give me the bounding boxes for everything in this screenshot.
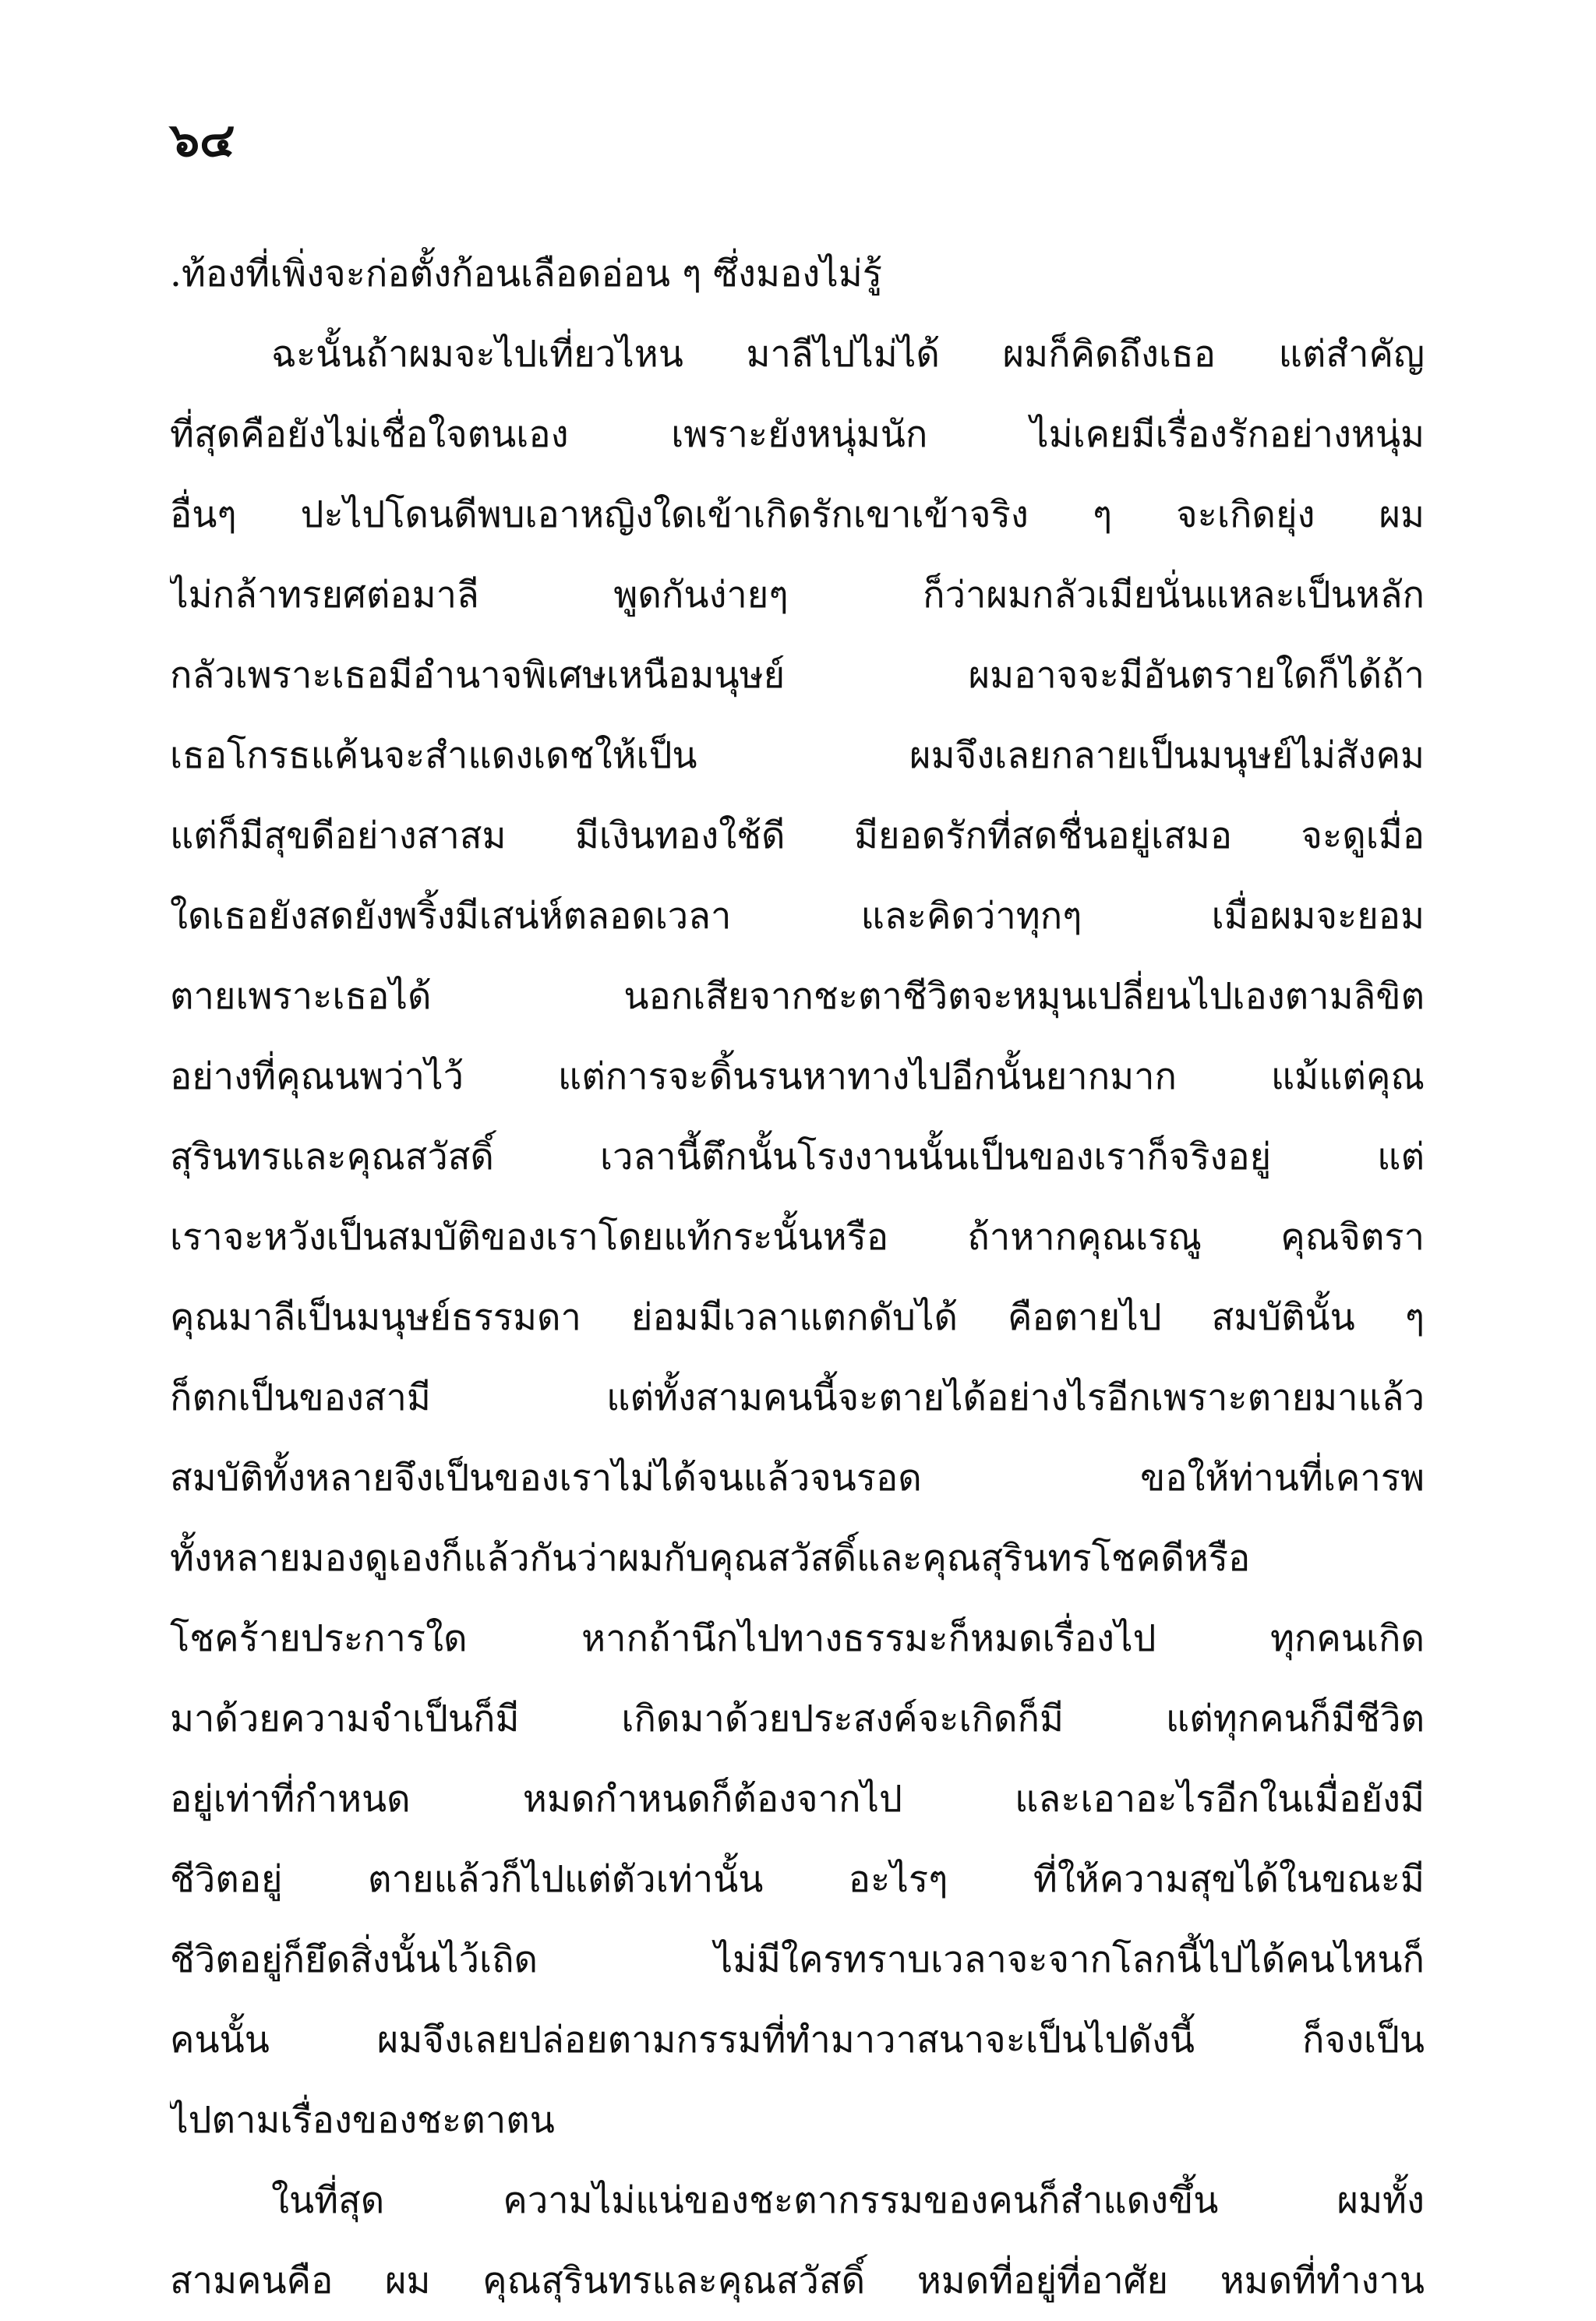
text-line: อื่นๆ ปะไปโดนดีพบเอาหญิงใดเข้าเกิดรักเขาเข้าจริง ๆ จะเกิดยุ่ง ผม — [170, 493, 1425, 536]
text-line: ชีวิตอยู่ก็ยึดสิ่งนั้นไว้เถิด ไม่มีใครทราบเวลาจะจากโลกนี้ไปได้คนไหนก็ — [170, 1938, 1425, 1981]
text-line: ใดเธอยังสดยังพริ้งมีเสน่ห์ตลอดเวลา และคิดว่าทุกๆ เมื่อผมจะยอม — [170, 895, 1425, 938]
text-line: มาด้วยความจำเป็นก็มี เกิดมาด้วยประสงค์จะเกิดก็มี แต่ทุกคนก็มีชีวิต — [170, 1697, 1425, 1740]
text-line: ชีวิตอยู่ ตายแล้วก็ไปแต่ตัวเท่านั้น อะไรๆ ที่ให้ความสุขได้ในขณะมี — [170, 1858, 1425, 1901]
text-line: อยู่เท่าที่กำหนด หมดกำหนดก็ต้องจากไป และเอาอะไรอีกในเมื่อยังมี — [170, 1778, 1425, 1821]
page-number: ๖๔ — [170, 113, 235, 168]
text-line: ฉะนั้นถ้าผมจะไปเที่ยวไหน มาลีไปไม่ได้ ผมก็คิดถึงเธอ แต่สำคัญ — [271, 333, 1425, 376]
text-line: สามคนคือ ผม คุณสุรินทรและคุณสวัสดิ์ หมดที่อยู่ที่อาศัย หมดที่ทำงาน — [170, 2259, 1425, 2302]
text-line: แต่ก็มีสุขดีอย่างสาสม มีเงินทองใช้ดี มียอดรักที่สดชื่นอยู่เสมอ จะดูเมื่อ — [170, 814, 1425, 857]
text-line: สมบัติทั้งหลายจึงเป็นของเราไม่ได้จนแล้วจนรอด ขอให้ท่านที่เคารพ — [170, 1457, 1425, 1500]
text-line: โชคร้ายประการใด หากถ้านึกไปทางธรรมะก็หมดเรื่องไป ทุกคนเกิด — [170, 1617, 1425, 1660]
text-line: ไม่กล้าทรยศต่อมาลี พูดกันง่ายๆ ก็ว่าผมกลัวเมียนั่นแหละเป็นหลัก — [170, 574, 1425, 616]
text-line: ไปตามเรื่องของชะตาตน — [170, 2099, 555, 2142]
text-line: เธอโกรธแค้นจะสำแดงเดชให้เป็น ผมจึงเลยกลายเป็นมนุษย์ไม่สังคม — [170, 734, 1425, 777]
text-line: กลัวเพราะเธอมีอำนาจพิเศษเหนือมนุษย์ ผมอาจจะมีอันตรายใดก็ได้ถ้า — [170, 654, 1425, 697]
text-line: .ท้องที่เพิ่งจะก่อตั้งก้อนเลือดอ่อน ๆ ซึ่งมองไม่รู้ — [170, 253, 883, 295]
text-line: คนนั้น ผมจึงเลยปล่อยตามกรรมที่ทำมาวาสนาจะเป็นไปดังนี้ ก็จงเป็น — [170, 2019, 1425, 2061]
text-line: ก็ตกเป็นของสามี แต่ทั้งสามคนนี้จะตายได้อย่างไรอีกเพราะตายมาแล้ว — [170, 1376, 1425, 1419]
text-line: อย่างที่คุณนพว่าไว้ แต่การจะดิ้นรนหาทางไปอีกนั้นยากมาก แม้แต่คุณ — [170, 1055, 1425, 1098]
text-line: เราจะหวังเป็นสมบัติของเราโดยแท้กระนั้นหรือ ถ้าหากคุณเรณู คุณจิตรา — [170, 1216, 1425, 1259]
text-line: ทั้งหลายมองดูเองก็แล้วกันว่าผมกับคุณสวัสดิ์และคุณสุรินทรโชคดีหรือ — [170, 1537, 1251, 1580]
text-line: ในที่สุด ความไม่แน่ของชะตากรรมของคนก็สำแดงขึ้น ผมทั้ง — [271, 2179, 1425, 2222]
text-line: คุณมาลีเป็นมนุษย์ธรรมดา ย่อมมีเวลาแตกดับได้ คือตายไป สมบัตินั้น ๆ — [170, 1296, 1425, 1339]
text-line: ที่สุดคือยังไม่เชื่อใจตนเอง เพราะยังหนุ่มนัก ไม่เคยมีเรื่องรักอย่างหนุ่ม — [170, 413, 1425, 456]
body-text — [170, 234, 1425, 2321]
text-line: ตายเพราะเธอได้ นอกเสียจากชะตาชีวิตจะหมุนเปลี่ยนไปเองตามลิขิต — [170, 975, 1425, 1018]
text-line: สุรินทรและคุณสวัสดิ์ เวลานี้ตึกนั้นโรงงานนั้นเป็นของเราก็จริงอยู่ แต่ — [170, 1136, 1425, 1178]
